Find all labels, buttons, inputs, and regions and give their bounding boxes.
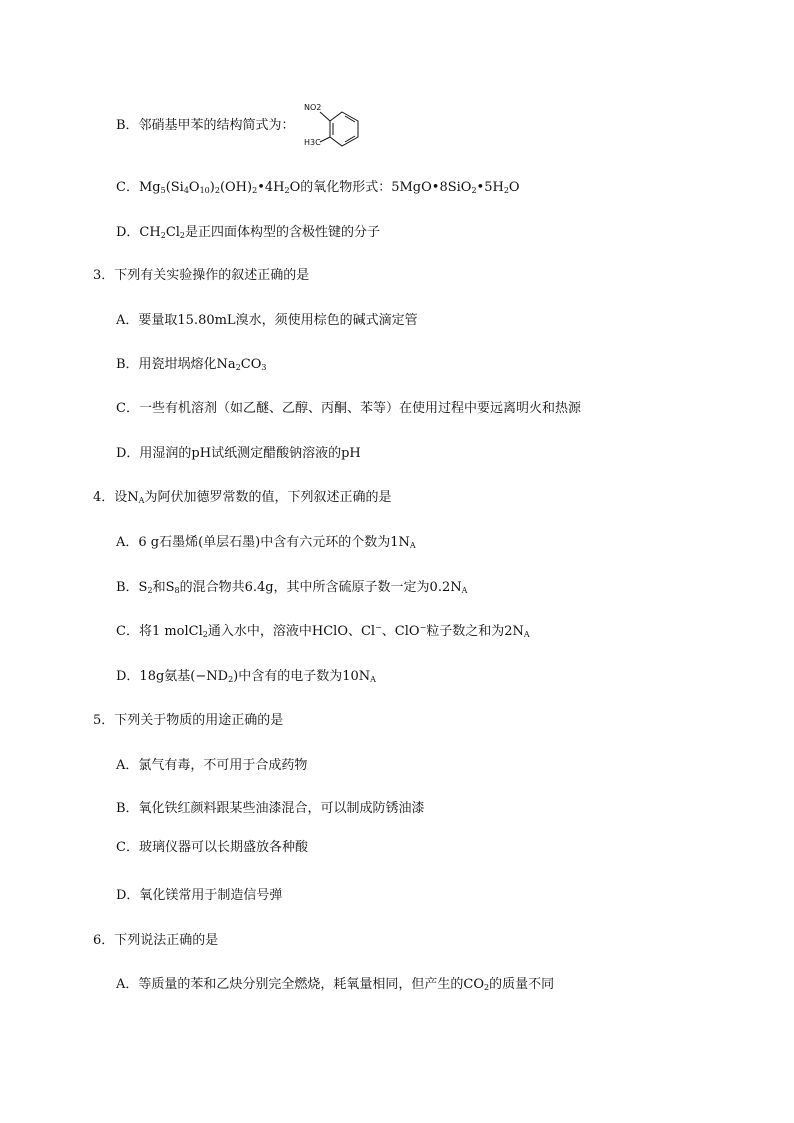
option-3a: A．要量取15.80mL溴水，须使用棕色的碱式滴定管 <box>116 313 418 328</box>
option-2d: D．$CH_2Cl_2$是正四面体构型的含极性键的分子 <box>116 225 381 240</box>
option-2c: C．$Mg_5(Si_4O_{10})_2(OH)_2•4H_2O$的氧化物形式：$5MgO•8SiO_2•5H_2O$ <box>116 180 520 195</box>
option-6a: A．等质量的苯和乙炔分别完全燃烧，耗氧量相同，但产生的$CO_2$的质量不同 <box>116 977 555 992</box>
option-5c: C．玻璃仪器可以长期盛放各种酸 <box>116 840 308 855</box>
option-4a: A．6 g石墨烯(单层石墨)中含有六元环的个数为$1N_A$ <box>116 535 416 550</box>
option-2b: B．邻硝基甲苯的结构简式为： <box>116 118 295 133</box>
option-3c: C．一些有机溶剂（如乙醚、乙醇、丙酮、苯等）在使用过程中要远离明火和热源 <box>116 401 581 416</box>
question-4: 4．设$N_A$为阿伏加德罗常数的值，下列叙述正确的是 <box>93 490 392 505</box>
question-6: 6．下列说法正确的是 <box>93 933 219 948</box>
option-4d: D．18g氨基$(-ND_2)$中含有的电子数为$10N_A$ <box>116 669 376 684</box>
question-5: 5．下列关于物质的用途正确的是 <box>93 713 284 728</box>
option-5a: A．氯气有毒，不可用于合成药物 <box>116 758 308 773</box>
option-5b: B．氧化铁红颜料跟某些油漆混合，可以制成防锈油漆 <box>116 801 425 816</box>
option-4b: B．$S_2$和$S_8$的混合物共6.4g，其中所含硫原子数一定为$0.2N_A$ <box>116 580 468 595</box>
option-5d: D．氧化镁常用于制造信号弹 <box>116 888 283 903</box>
option-3d: D．用湿润的pH试纸测定醋酸钠溶液的pH <box>116 446 361 461</box>
nitro-group-label: NO2 <box>304 103 322 112</box>
question-3: 3．下列有关实验操作的叙述正确的是 <box>93 268 310 283</box>
methyl-group-label: H3C <box>304 138 321 147</box>
option-3b: B．用瓷坩埚熔化$Na_2CO_3$ <box>116 357 267 372</box>
o-nitrotoluene-structure-image <box>302 100 372 156</box>
option-4c: C．将1 molCl$_2$通入水中，溶液中HClO、Cl−、ClO−粒子数之和为$2N_A$ <box>116 623 530 639</box>
